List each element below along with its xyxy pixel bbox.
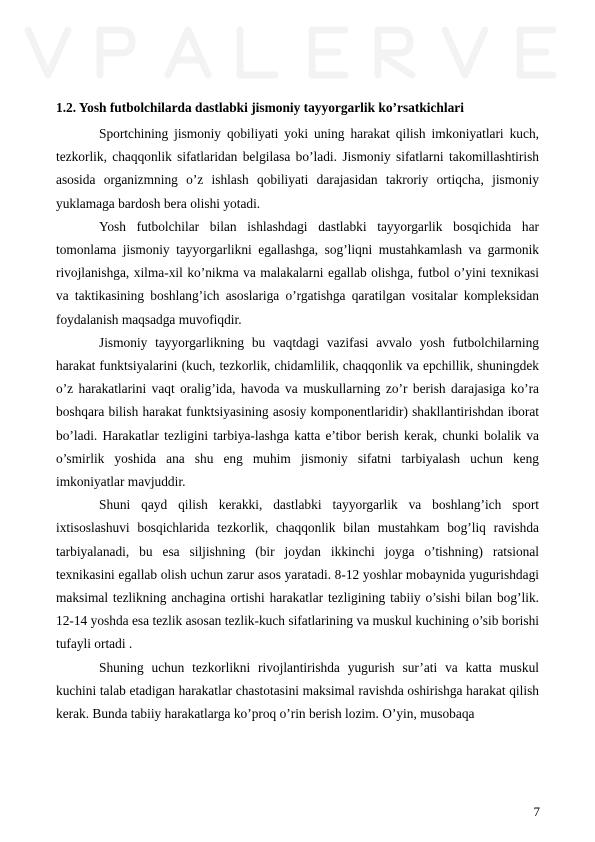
paragraph-4: Shuni qayd qilish kerakki, dastlabki tayyorgarlik va boshlang’ich sport ixtisoslashuvi bosqichlarida tezkorlik, chaqqonlik bilan mustahkam bog’liq ravishda tarbiyalanadi, bu esa siljishning (bir joydan ikkinchi joyga o’tishning) ratsional texnikasini egallab olish uchun zarur asos yaratadi. 8-12 yoshlar mobaynida yugurishdagi maksimal tezlikning anchagina ortishi harakatlar tezligining tabiiy o’sishi bilan bog’lik. 12-14 yoshda esa tezlik asosan tezlik-kuch sifatlarining va muskul kuchining o’sib borishi tufayli ortadi . xyxy=(56,497,539,652)
paragraph-2: Yosh futbolchilar bilan ishlashdagi dastlabki tayyorgarlik bosqichida har tomonlama jismoniy tayyorgarlikni egallashga, sog’liqni mustahkamlash va garmonik rivojlanishga, xilma-xil ko’nikma va malakalarni egallab olishga, futbol o’yini texnikasi va taktikasining boshlang’ich asoslariga o’rgatishga qaratilgan vositalar kompleksidan foydalanish maqsadga muvofiqdir. xyxy=(56,218,539,327)
paragraph-3: Jismoniy tayyorgarlikning bu vaqtdagi vazifasi avvalo yosh futbolchilarning harakat funktsiyalarini (kuch, tezkorlik, chidamlilik, chaqqonlik va epchillik, shuningdek o’z harakatlarini vaqt oralig’ida, havoda va muskullarning zo’r berish darajasiga ko’ra boshqara bilish harakat funktsiyasining asosiy komponentlaridir) shakllantirishdan iborat bo’ladi. Harakatlar tezligini tarbiya-lashga katta e’tibor berish kerak, chunki bolalik va o’smirlik yoshida ana shu eng muhim jismoniy sifatni tarbiyalash uchun keng imkoniyatlar mavjuddir. xyxy=(56,334,539,490)
document-body xyxy=(56,98,539,725)
page-number: 7 xyxy=(533,804,540,819)
paragraph-5: Shuning uchun tezkorlikni rivojlantirishda yugurish sur’ati va katta muskul kuchini talab etadigan harakatlar chastotasini maksimal ravishda oshirishga harakat qilish kerak. Bunda tabiiy harakatlarga ko’proq o’rin berish lozim. O’yin, musobaqa xyxy=(56,659,539,722)
section-title: 1.2. Yosh futbolchilarda dastlabki jismoniy tayyorgarlik ko’rsatkichlari xyxy=(56,100,464,115)
paragraph-1: Sportchining jismoniy qobiliyati yoki uning harakat qilish imkoniyatlari kuch, tezkorlik, chaqqonlik sifatlaridan belgilasa bo’ladi. Jismoniy sifatlarni takomillashtirish asosida organizmning o’z ishlash qobiliyati darajasidan takroriy ortiqcha, jismoniy yuklamaga bardosh bera olishi yotadi. xyxy=(56,126,539,211)
